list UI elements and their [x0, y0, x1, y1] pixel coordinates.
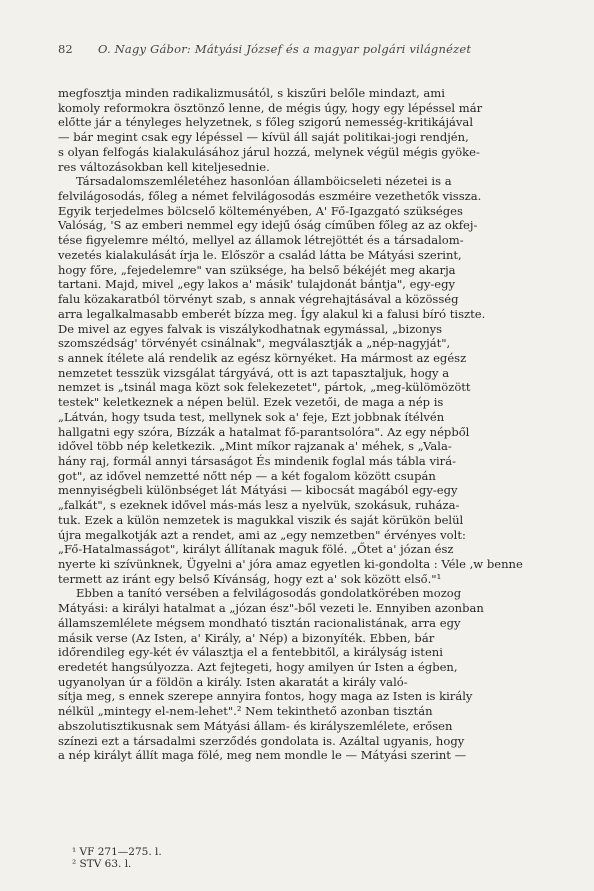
footnotes	[72, 847, 272, 870]
text-line: sítja meg, s ennek szerepe annyira fontos, hogy maga az Isten is király	[58, 689, 473, 704]
text-line: komoly reformokra ösztönző lenne, de mégis úgy, hogy egy lépéssel már	[58, 100, 483, 115]
text-line: időrendileg egy-két év választja el a fentebbitől, a királyság isteni	[58, 645, 443, 660]
text-line: felvilágosodás, főleg a német felvilágosodás eszméire vezethetők vissza.	[58, 189, 482, 204]
text-line: tuk. Ezek a külön nemzetek is magukkal viszik és saját körükön belül	[58, 512, 464, 527]
text-line: nemzet is „tsinál maga közt sok felekezetet", pártok, „meg-külömözött	[58, 380, 471, 395]
running-title: O. Nagy Gábor: Mátyási József és a magyar polgári világnézet	[98, 42, 472, 56]
text-line: arra legalkalmasabb emberét bízza meg. Így alakul ki a falusi bíró tisztе.	[58, 306, 486, 321]
text-line: abszolutisztikusnak sem Mátyási állam- és királyszemlélete, erősen	[58, 718, 453, 733]
text-line: Társadalomszemléletéhez hasonlóan államböicseleti nézetei is a	[76, 174, 452, 189]
text-line: idővel több nép keletkezik. „Mint míkor rajzanak a' méhek, s „Vala-	[58, 439, 452, 454]
text-line: vezetés kialakulását írja le. Először a család látta be Mátyási szerint,	[58, 247, 462, 262]
text-line: másik verse (Az Isten, a' Király, a' Nép) a bizonyíték. Ebben, bár	[58, 630, 435, 645]
page-number: 82	[58, 42, 73, 56]
text-line: színezi ezt a társadalmi szerződés gondolata is. Azáltal ugyanis, hogy	[58, 733, 465, 748]
text-line: hány raj, formál annyi társaságot És mindenik foglal más tábla virá-	[58, 453, 456, 468]
footnote: ¹ VF 271—275. l.	[72, 846, 162, 858]
text-line: nyerte ki szívünknek, Ügyelni a' jóra amaz egyetlen ki-gondolta : Véle ,w benne	[58, 557, 523, 571]
text-line: „Látván, hogy tsuda test, mellynek sok a' feje, Ezt jobbnak ítélvén	[58, 409, 445, 424]
text-line: tése figyelemre méltó, mellyel az államok létrejöttét és a társadalom-	[58, 233, 464, 248]
text-line: eredetét hangsúlyozza. Azt fejtegeti, hogy amilyen úr Isten a égben,	[58, 660, 458, 675]
text-line: mennyiségbeli különbséget lát Mátyási — kibocsát magából egy-egy	[58, 483, 458, 498]
running-header	[58, 42, 538, 58]
text-line: szomszédság' törvényét csinálnak", megválasztják a „nép-nagyját",	[58, 336, 451, 351]
text-line: testek" keletkeznek a népen belül. Ezek vezetői, de maga a nép is	[58, 395, 444, 410]
text-line: falu közakaratból törvényt szab, s annak végrehajtásával a közösség	[58, 292, 459, 307]
text-line: megfosztja minden radikalizmusától, s kiszűri belőle mindazt, ami	[58, 86, 445, 100]
text-line: Valóság, 'S az emberi nemmel egy idejű óság címűben főleg az az okfej-	[58, 218, 478, 233]
text-line: újra megalkotják azt a rendet, ami az „egy nemzetben" érvényes volt:	[58, 527, 466, 542]
text-line: nélkül „mintegy el-nem-lehet".² Nem tekinthető azonban tisztán	[58, 704, 433, 719]
text-line: „falkát", s ezeknek idővel más-más lesz a nyelvük, szokásuk, ruháza-	[58, 498, 460, 513]
text-line: tartani. Majd, mivel „egy lakos a' másik' tulajdonát bántja", egy-egy	[58, 277, 456, 292]
text-line: nemzetet tesszük vizsgálat tárgyává, ott is azt tapasztaljuk, hogy a	[58, 365, 450, 380]
text-line: „Fő-Hatalmasságot", királyt állítanak maguk fölé. „Őtet a' józan ész	[58, 542, 454, 557]
text-line: res változásokban kell kiteljesednie.	[58, 159, 270, 174]
footnote: ² STV 63. l.	[72, 857, 132, 870]
text-line: — bár megint csak egy lépéssel — kívül áll saját politikai-jogi rendjén,	[58, 130, 469, 145]
text-line: Ebben a tanító versében a felvilágosodás gondolatkörében mozog	[76, 586, 462, 601]
text-line: hallgatni egy szóra, Bízzák a hatalmat fő-parantsolóra". Az egy népből	[58, 424, 470, 439]
text-line: ugyanolyan úr a földön a király. Isten akaratát a király való-	[58, 674, 408, 689]
text-line: Egyik terjedelmes bölcselő költeményében, A' Fő-Igazgató szükséges	[58, 203, 463, 218]
text-line: termett az iránt egy belső Kívánság, hogy ezt a' sok között első."¹	[58, 571, 442, 586]
body-text	[58, 86, 544, 763]
text-line: hogy főre, „fejedelemre" van szüksége, ha belső békéjét meg akarja	[58, 262, 456, 277]
text-line: Mátyási: a királyi hatalmat a „józan ész"-ből vezeti le. Ennyiben azonban	[58, 601, 484, 616]
text-line: államszemlélete mégsem mondható tisztán racionalistának, arra egy	[58, 615, 461, 630]
text-line: De mivel az egyes falvak is viszálykodhatnak egymással, „bizonys	[58, 321, 443, 336]
text-line: s annek ítélete alá rendelik az egész környéket. Ha mármost az egész	[58, 350, 467, 365]
text-line: előtte jár a tényleges helyzetnek, s főleg szigorú nemesség-kritikájával	[58, 115, 474, 130]
text-line: got", az idővel nemzetté nőtt nép — a két fogalom között csupán	[58, 468, 436, 483]
text-line: s olyan felfogás kialakulásához járul hozzá, melynek végül mégis gyöke-	[58, 144, 480, 159]
text-line: a nép királyt állít maga fölé, meg nem mondle le — Mátyási szerint —	[58, 748, 467, 763]
